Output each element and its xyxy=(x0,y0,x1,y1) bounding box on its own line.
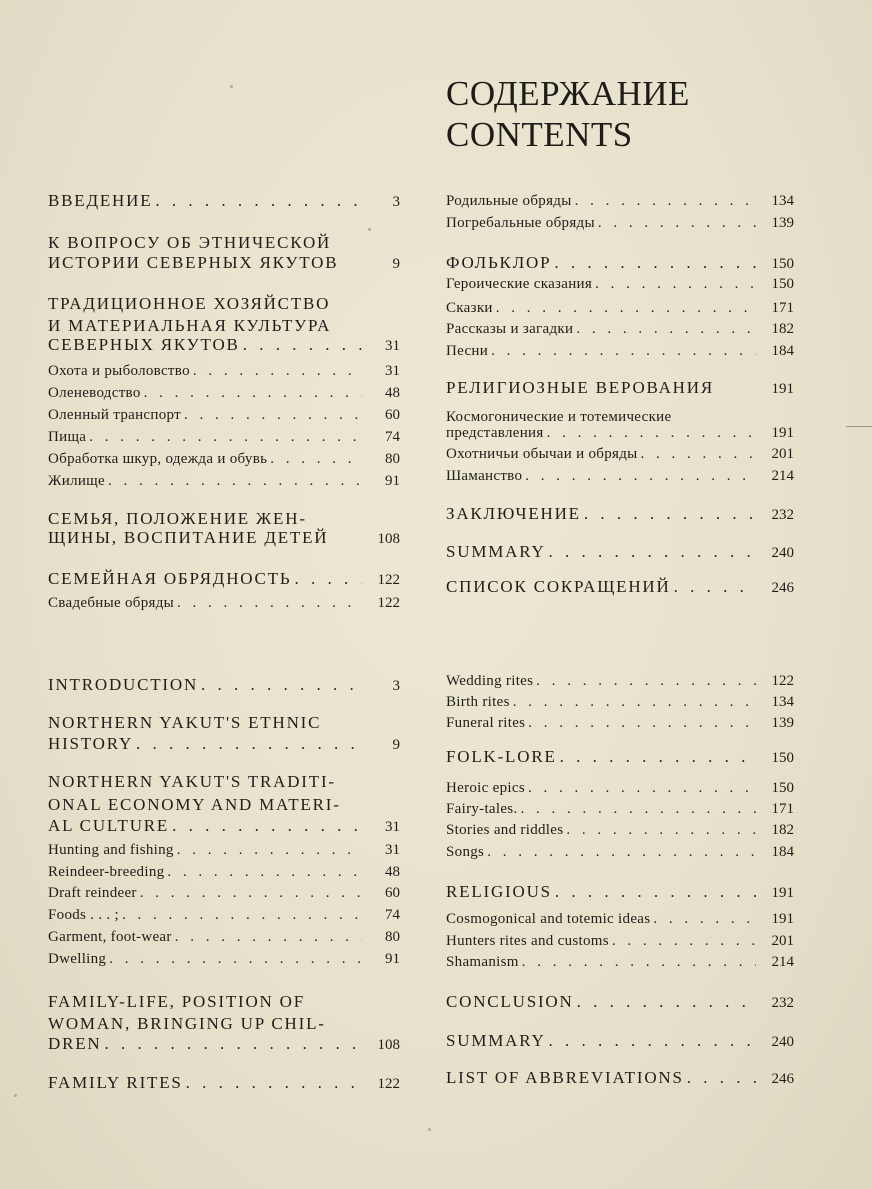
leader-dots xyxy=(653,911,756,928)
toc-entry-text: LIST OF ABBREVIATIONS xyxy=(446,1068,684,1087)
page-number: 31 xyxy=(385,819,400,835)
toc-entry-obrabotka[interactable] xyxy=(48,451,400,468)
toc-entry-kosmo-line1: Космогонические и тотемические xyxy=(446,409,672,425)
toc-entry-olen[interactable] xyxy=(48,385,400,402)
leader-dots xyxy=(140,885,362,902)
page-number: 3 xyxy=(392,194,400,210)
page-number: 48 xyxy=(385,864,400,880)
page-number: 191 xyxy=(771,381,794,397)
toc-entry-text: ВВЕДЕНИЕ xyxy=(48,191,153,210)
toc-entry-text: CONCLUSION xyxy=(446,992,574,1011)
leader-dots xyxy=(175,929,362,946)
leader-dots xyxy=(109,951,362,968)
page-number: 3 xyxy=(392,678,400,694)
page-number: 48 xyxy=(385,385,400,401)
page-number: 74 xyxy=(385,429,400,445)
toc-entry-text: СЕМЕЙНАЯ ОБРЯДНОСТЬ xyxy=(48,569,292,588)
toc-entry-text: Songs xyxy=(446,844,485,860)
page-number: 91 xyxy=(385,473,400,489)
leader-dots xyxy=(108,473,362,490)
toc-entry-etnich[interactable] xyxy=(48,253,400,273)
leader-dots xyxy=(554,253,756,273)
page-number: 191 xyxy=(771,911,794,927)
leader-dots xyxy=(566,822,756,839)
page-number: 201 xyxy=(771,933,794,949)
page-number: 122 xyxy=(771,673,794,689)
toc-entry-pisha[interactable] xyxy=(48,429,400,446)
leader-dots xyxy=(674,577,756,597)
toc-entry-text: Сказки xyxy=(446,300,493,316)
page-number: 232 xyxy=(771,507,794,523)
toc-entry-cosmo[interactable] xyxy=(446,911,794,928)
toc-entry-semya-line1: СЕМЬЯ, ПОЛОЖЕНИЕ ЖЕН- xyxy=(48,509,307,528)
paper-speck xyxy=(428,1128,431,1131)
leader-dots xyxy=(536,673,756,690)
toc-entry-text: Охота и рыболовство xyxy=(48,363,190,379)
leader-dots xyxy=(491,343,756,360)
toc-entry-text: представления xyxy=(446,425,544,441)
page-number: 214 xyxy=(771,954,794,970)
page-number: 9 xyxy=(392,256,400,272)
toc-entry-econ[interactable] xyxy=(48,816,400,836)
leader-dots xyxy=(595,276,756,293)
toc-entry-hoz-line1: ТРАДИЦИОННОЕ ХОЗЯЙСТВО xyxy=(48,294,331,313)
page-number: 182 xyxy=(771,822,794,838)
page-number: 150 xyxy=(771,780,794,796)
page-number: 232 xyxy=(771,995,794,1011)
page-number: 80 xyxy=(385,451,400,467)
toc-entry-text: AL CULTURE xyxy=(48,816,170,835)
page-number: 91 xyxy=(385,951,400,967)
toc-entry-ethnic[interactable] xyxy=(48,734,400,754)
page-number: 201 xyxy=(771,446,794,462)
leader-dots xyxy=(155,191,362,211)
page-number: 184 xyxy=(771,844,794,860)
page-number: 139 xyxy=(771,215,794,231)
page-number: 139 xyxy=(771,715,794,731)
page-number: 122 xyxy=(377,1076,400,1092)
toc-entry-text: РЕЛИГИОЗНЫЕ ВЕРОВАНИЯ xyxy=(446,378,714,397)
toc-entry-family-line1: FAMILY-LIFE, POSITION OF xyxy=(48,992,305,1011)
toc-entry-ohota[interactable] xyxy=(48,363,400,380)
toc-entry-skazki[interactable] xyxy=(446,300,794,317)
toc-entry-text: Birth rites xyxy=(446,694,510,710)
toc-entry-text: Fairy-tales. xyxy=(446,801,518,817)
leader-dots xyxy=(528,715,756,732)
toc-entry-foods[interactable] xyxy=(48,907,400,924)
leader-dots xyxy=(521,801,757,818)
toc-entry-text: Wedding rites xyxy=(446,673,534,689)
paper-speck xyxy=(14,1094,17,1097)
toc-entry-text: Garment, foot-wear xyxy=(48,929,172,945)
page-number: 246 xyxy=(771,580,794,596)
toc-entry-text: ИСТОРИИ СЕВЕРНЫХ ЯКУТОВ xyxy=(48,253,339,272)
toc-entry-garment[interactable] xyxy=(48,929,400,946)
toc-entry-text: Героические сказания xyxy=(446,276,593,292)
toc-entry-econ-line1: NORTHERN YAKUT'S TRADITI- xyxy=(48,772,336,791)
page-number: 134 xyxy=(771,694,794,710)
toc-entry-text: ЩИНЫ, ВОСПИТАНИЕ ДЕТЕЙ xyxy=(48,528,329,547)
toc-entry-fairy[interactable] xyxy=(446,801,794,818)
toc-entry-text: Heroic epics xyxy=(446,780,525,796)
toc-entry-text: Cosmogonical and totemic ideas xyxy=(446,911,651,927)
title-english: CONTENTS xyxy=(446,115,633,154)
toc-entry-text: Funeral rites xyxy=(446,715,526,731)
toc-entry-text: INTRODUCTION xyxy=(48,675,199,694)
toc-entry-text: Shamanism xyxy=(446,954,519,970)
page-number: 191 xyxy=(771,425,794,441)
page-number: 60 xyxy=(385,407,400,423)
toc-entry-text: FAMILY RITES xyxy=(48,1073,183,1092)
page-number: 108 xyxy=(377,1037,400,1053)
page-number: 60 xyxy=(385,885,400,901)
toc-entry-text: Родильные обряды xyxy=(446,193,572,209)
toc-entry-etnich-line1: К ВОПРОСУ ОБ ЭТНИЧЕСКОЙ xyxy=(48,233,332,252)
toc-entry-geroich[interactable] xyxy=(446,276,794,293)
toc-entry-text: Оленный транспорт xyxy=(48,407,181,423)
toc-entry-pogrebalnye[interactable] xyxy=(446,215,794,232)
leader-dots xyxy=(270,451,362,468)
toc-entry-text: Жилище xyxy=(48,473,105,489)
toc-entry-text: Погребальные обряды xyxy=(446,215,595,231)
toc-entry-text: Рассказы и загадки xyxy=(446,321,574,337)
leader-dots xyxy=(89,429,362,446)
page-number: 171 xyxy=(771,801,794,817)
toc-entry-vvedenie[interactable] xyxy=(48,191,400,211)
page-number: 214 xyxy=(771,468,794,484)
toc-entry-text: Шаманство xyxy=(446,468,523,484)
leader-dots xyxy=(687,1068,756,1088)
toc-entry-text: Reindeer-breeding xyxy=(48,864,165,880)
toc-entry-text: SUMMARY xyxy=(446,1031,546,1050)
toc-entry-shamanism[interactable] xyxy=(446,954,794,971)
page-number: 240 xyxy=(771,545,794,561)
leader-dots xyxy=(522,954,756,971)
leader-dots xyxy=(294,569,362,589)
toc-entry-dwelling[interactable] xyxy=(48,951,400,968)
leader-dots xyxy=(172,816,362,836)
page-number: 122 xyxy=(377,595,400,611)
paper-speck xyxy=(230,85,233,88)
toc-entry-text: ФОЛЬКЛОР xyxy=(446,253,552,272)
toc-entry-pesni[interactable] xyxy=(446,343,794,360)
page-number: 150 xyxy=(771,276,794,292)
toc-entry-shamanstvo[interactable] xyxy=(446,468,794,485)
leader-dots xyxy=(549,1031,756,1051)
leader-dots xyxy=(177,595,362,612)
toc-entry-religious[interactable] xyxy=(446,882,794,902)
leader-dots xyxy=(184,407,362,424)
toc-entry-text: Обработка шкур, одежда и обувь xyxy=(48,451,268,467)
leader-dots xyxy=(641,446,756,463)
leader-dots xyxy=(576,321,756,338)
toc-entry-text: СПИСОК СОКРАЩЕНИЙ xyxy=(446,577,671,596)
leader-dots xyxy=(598,215,756,232)
toc-entry-ohotnichi[interactable] xyxy=(446,446,794,463)
page-number: 122 xyxy=(377,572,400,588)
toc-entry-intro[interactable] xyxy=(48,675,400,695)
page-edge-mark xyxy=(846,426,872,427)
toc-entry-text: Пища xyxy=(48,429,87,445)
toc-entry-text: Свадебные обряды xyxy=(48,595,175,611)
leader-dots xyxy=(136,734,362,754)
toc-entry-text: FOLK-LORE xyxy=(446,747,557,766)
toc-entry-rodilnye[interactable] xyxy=(446,193,794,210)
page-number: 31 xyxy=(385,338,400,354)
toc-entry-transport[interactable] xyxy=(48,407,400,424)
toc-entry-birth[interactable] xyxy=(446,694,794,711)
toc-entry-kosmo[interactable] xyxy=(446,425,794,442)
leader-dots xyxy=(575,193,756,210)
toc-entry-hunters[interactable] xyxy=(446,933,794,950)
page-number: 150 xyxy=(771,256,794,272)
toc-entry-text: Песни xyxy=(446,343,489,359)
toc-entry-summary-en[interactable] xyxy=(446,1031,794,1051)
page-number: 31 xyxy=(385,842,400,858)
page-number: 184 xyxy=(771,343,794,359)
leader-dots xyxy=(186,1073,362,1093)
leader-dots xyxy=(513,694,756,711)
toc-entry-obryad[interactable] xyxy=(48,569,400,589)
toc-entry-rites[interactable] xyxy=(48,1073,400,1093)
toc-entry-stories[interactable] xyxy=(446,822,794,839)
page-number: 108 xyxy=(377,531,400,547)
leader-dots xyxy=(547,425,756,442)
leader-dots xyxy=(167,864,362,881)
page-number: 240 xyxy=(771,1034,794,1050)
toc-entry-text: Stories and riddles xyxy=(446,822,564,838)
leader-dots xyxy=(243,335,362,355)
toc-entry-conclusion[interactable] xyxy=(446,992,794,1012)
toc-entry-zakl[interactable] xyxy=(446,504,794,524)
toc-entry-summary-ru[interactable] xyxy=(446,542,794,562)
toc-entry-rasskazy[interactable] xyxy=(446,321,794,338)
toc-entry-text: Draft reindeer xyxy=(48,885,137,901)
paper-speck xyxy=(368,228,371,231)
toc-entry-econ-line2: ONAL ECONOMY AND MATERI- xyxy=(48,795,341,814)
page-number: 134 xyxy=(771,193,794,209)
toc-entry-svadba[interactable] xyxy=(48,595,400,612)
toc-entry-family[interactable] xyxy=(48,1034,400,1054)
toc-entry-text: SUMMARY xyxy=(446,542,546,561)
leader-dots xyxy=(528,780,756,797)
toc-entry-funeral[interactable] xyxy=(446,715,794,732)
toc-entry-spisok[interactable] xyxy=(446,577,794,597)
toc-entry-text: HISTORY xyxy=(48,734,134,753)
leader-dots xyxy=(560,747,756,767)
leader-dots xyxy=(193,363,362,380)
leader-dots xyxy=(555,882,756,902)
leader-dots xyxy=(144,385,362,402)
toc-entry-hunting[interactable] xyxy=(48,842,400,859)
toc-entry-text: Foods . . . ; xyxy=(48,907,119,923)
leader-dots xyxy=(487,844,756,861)
leader-dots xyxy=(577,992,756,1012)
toc-entry-reindeer[interactable] xyxy=(48,864,400,881)
toc-entry-ethnic-line1: NORTHERN YAKUT'S ETHNIC xyxy=(48,713,322,732)
page-number: 31 xyxy=(385,363,400,379)
toc-entry-folklore[interactable] xyxy=(446,747,794,767)
page-number: 150 xyxy=(771,750,794,766)
toc-entry-family-line2: WOMAN, BRINGING UP CHIL- xyxy=(48,1014,326,1033)
leader-dots xyxy=(122,907,362,924)
toc-entry-songs[interactable] xyxy=(446,844,794,861)
page-number: 246 xyxy=(771,1071,794,1087)
leader-dots xyxy=(177,842,362,859)
toc-entry-relig[interactable] xyxy=(446,378,794,398)
leader-dots xyxy=(525,468,756,485)
toc-entry-text: Оленеводство xyxy=(48,385,141,401)
toc-entry-wedding[interactable] xyxy=(446,673,794,690)
page-number: 74 xyxy=(385,907,400,923)
leader-dots xyxy=(201,675,362,695)
leader-dots xyxy=(496,300,756,317)
page-number: 182 xyxy=(771,321,794,337)
toc-entry-zhilishe[interactable] xyxy=(48,473,400,490)
toc-entry-hoz[interactable] xyxy=(48,335,400,355)
page-number: 191 xyxy=(771,885,794,901)
toc-entry-draft[interactable] xyxy=(48,885,400,902)
toc-entry-abbrev[interactable] xyxy=(446,1068,794,1088)
toc-entry-text: DREN xyxy=(48,1034,102,1053)
toc-entry-text: ЗАКЛЮЧЕНИЕ xyxy=(446,504,581,523)
page-number: 171 xyxy=(771,300,794,316)
toc-entry-heroic[interactable] xyxy=(446,780,794,797)
toc-entry-text: RELIGIOUS xyxy=(446,882,552,901)
leader-dots xyxy=(549,542,756,562)
leader-dots xyxy=(612,933,756,950)
toc-entry-semya[interactable] xyxy=(48,528,400,548)
toc-entry-text: Hunting and fishing xyxy=(48,842,174,858)
toc-entry-text: Dwelling xyxy=(48,951,107,967)
toc-entry-folklor[interactable] xyxy=(446,253,794,273)
leader-dots xyxy=(104,1034,362,1054)
page-number: 80 xyxy=(385,929,400,945)
leader-dots xyxy=(584,504,756,524)
toc-entry-text: СЕВЕРНЫХ ЯКУТОВ xyxy=(48,335,240,354)
title-russian: СОДЕРЖАНИЕ xyxy=(446,74,690,113)
toc-entry-hoz-line2: И МАТЕРИАЛЬНАЯ КУЛЬТУРА xyxy=(48,316,332,335)
toc-entry-text: Hunters rites and customs xyxy=(446,933,609,949)
page-number: 9 xyxy=(392,737,400,753)
toc-entry-text: Охотничьи обычаи и обряды xyxy=(446,446,638,462)
